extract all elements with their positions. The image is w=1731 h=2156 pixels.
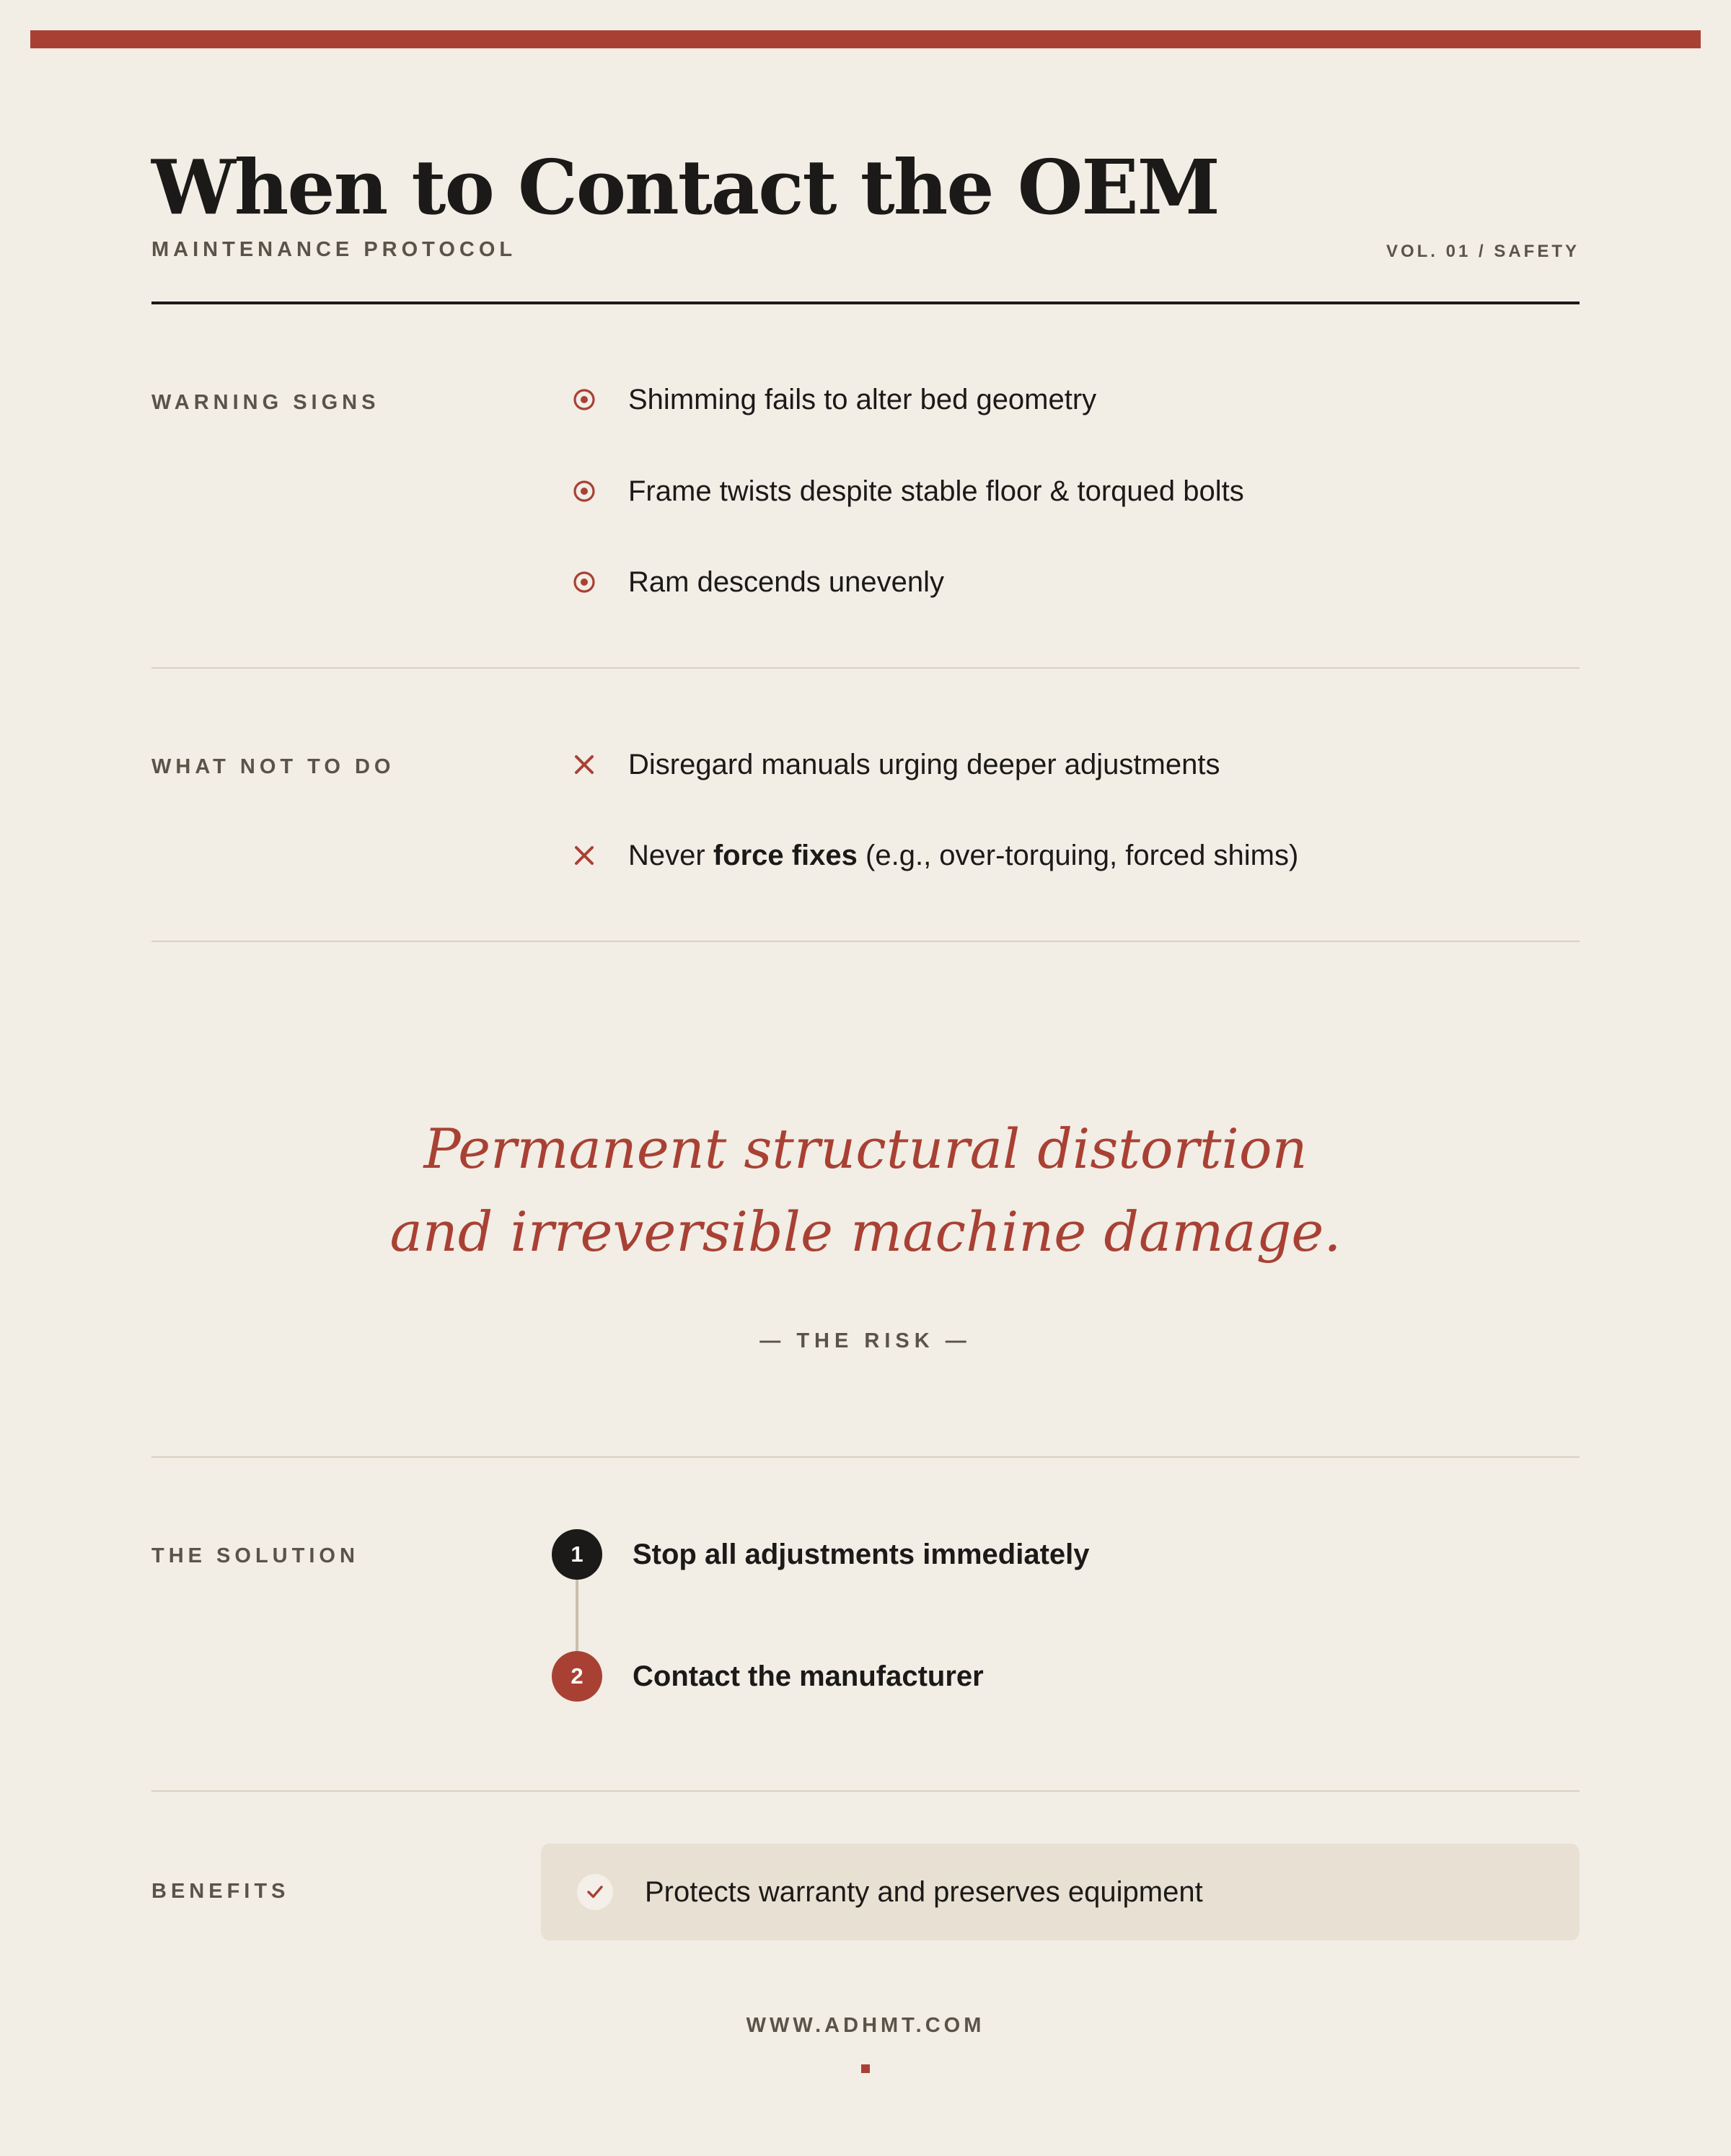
- section-divider: [151, 941, 1580, 942]
- target-circle-icon: [566, 382, 602, 418]
- warning-sign-text: Shimming fails to alter bed geometry: [628, 383, 1097, 415]
- what-not-to-do-text: [628, 840, 1298, 872]
- header-divider: [151, 302, 1580, 304]
- what-not-to-do-text: Disregard manuals urging deeper adjustments: [628, 748, 1220, 780]
- warning-sign-item: [566, 560, 944, 604]
- emphasis-text: force fixes: [713, 839, 858, 871]
- text-prefix: Never: [628, 839, 713, 871]
- warning-sign-text: Ram descends unevenly: [628, 566, 945, 598]
- warning-sign-item: [566, 470, 1244, 513]
- section-divider: [151, 1790, 1580, 1792]
- what-not-to-do-item: [566, 834, 1298, 877]
- warning-signs-label: WARNING SIGNS: [151, 391, 380, 414]
- risk-quote-line: Permanent structural distortion: [423, 1117, 1308, 1181]
- footer-url[interactable]: WWW.ADHMT.COM: [746, 2014, 985, 2037]
- cross-icon: [566, 837, 602, 874]
- benefits-label: BENEFITS: [151, 1880, 290, 1903]
- step-text: Contact the manufacturer: [633, 1660, 984, 1692]
- text-suffix: (e.g., over-torquing, forced shims): [857, 839, 1299, 871]
- warning-sign-item: [566, 378, 1096, 421]
- step-number-badge: 1: [552, 1529, 602, 1580]
- risk-caption: — THE RISK —: [759, 1329, 972, 1352]
- solution-label: THE SOLUTION: [151, 1544, 359, 1567]
- solution-step: [552, 1529, 1090, 1580]
- page-subtitle: MAINTENANCE PROTOCOL: [151, 238, 517, 261]
- step-number-badge: 2: [552, 1651, 602, 1702]
- benefit-card: [541, 1844, 1580, 1940]
- section-divider: [151, 667, 1580, 669]
- warning-sign-text: Frame twists despite stable floor & torqued bolts: [628, 475, 1244, 507]
- solution-step: [552, 1651, 984, 1702]
- checkmark-icon: [577, 1874, 613, 1910]
- step-text: Stop all adjustments immediately: [633, 1538, 1090, 1570]
- what-not-to-do-label: WHAT NOT TO DO: [151, 755, 395, 778]
- benefit-text: Protects warranty and preserves equipment: [645, 1875, 1203, 1908]
- what-not-to-do-item: [566, 743, 1220, 786]
- target-circle-icon: [566, 564, 602, 600]
- section-divider: [151, 1456, 1580, 1458]
- footer-accent-mark: [861, 2064, 870, 2073]
- risk-quote-line: and irreversible machine damage.: [389, 1200, 1342, 1264]
- page-title: When to Contact the OEM: [151, 143, 1219, 232]
- volume-label: VOL. 01 / SAFETY: [1386, 242, 1580, 261]
- top-accent-bar: [30, 30, 1701, 48]
- risk-quote: [151, 1107, 1580, 1273]
- cross-icon: [566, 747, 602, 783]
- target-circle-icon: [566, 473, 602, 509]
